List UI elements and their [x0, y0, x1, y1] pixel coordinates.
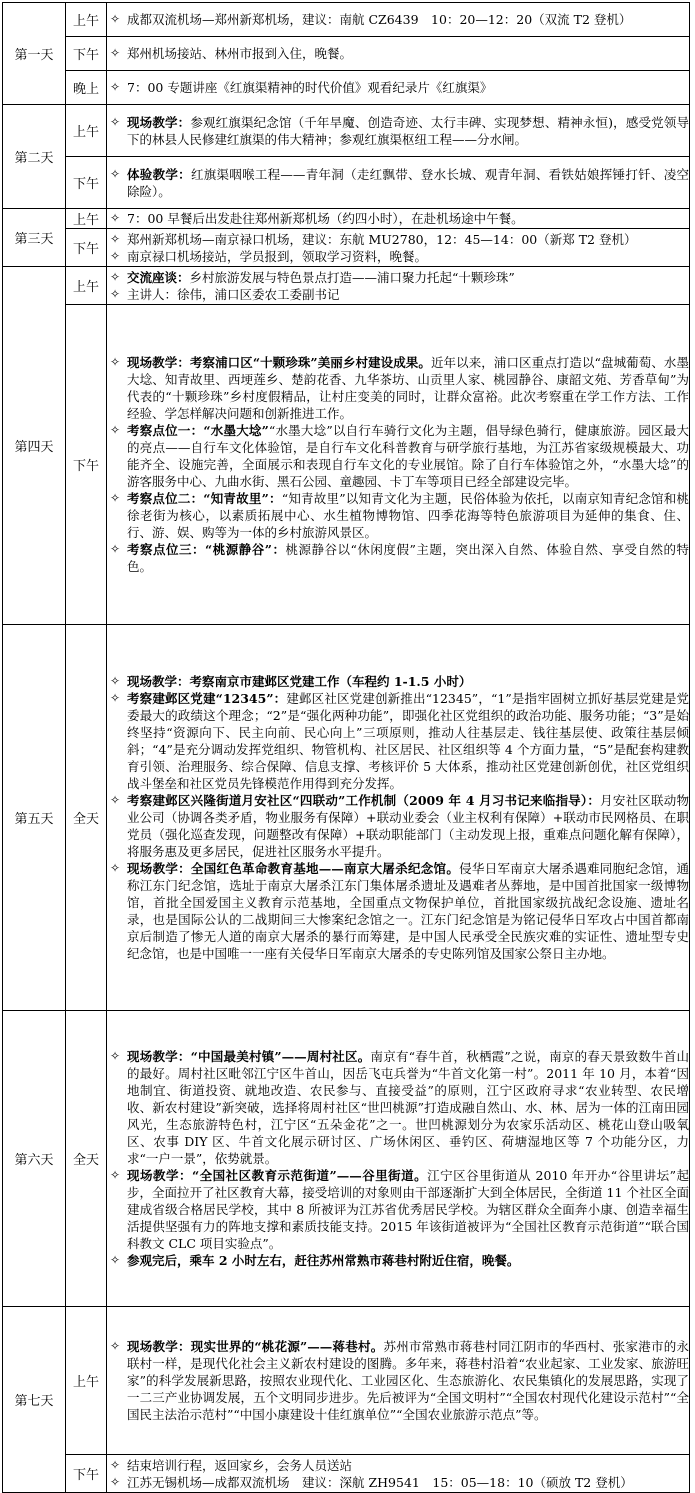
activity-text: 江宁区谷里街道从 2010 年开办“谷里讲坛”起步，全面拉开了社区教育大幕，接受培训的对象则由干部逐渐扩大到全体居民，全街道 11 个社区全面建成省级合格居民学校，其中 8 所被评为江苏省优秀居民学校。为辖区群众全面奔小康、创造幸福生活提供坚强有力的阵地支撑和素质技能支持。2015 年该街道被评为“全国社区教育示范街道”“联合国科教文 CLC 项目实验点”。 [127, 1168, 689, 1251]
diamond-bullet-icon: ✧ [109, 542, 121, 556]
day-row [3, 1455, 690, 1493]
diamond-bullet-icon: ✧ [109, 248, 121, 263]
activity-text: 郑州新郑机场—南京禄口机场，建议：东航 MU2780，12：45—14：00（新郑 T2 登机） [127, 231, 637, 247]
activity-text: 乡村旅游发展与特色景点打造——浦口聚力托起“十颗珍珠” [189, 269, 515, 285]
schedule-table [2, 2, 690, 1493]
activity-item [107, 286, 689, 303]
diamond-bullet-icon: ✧ [109, 1457, 121, 1472]
activity-text: 南京有“春牛首，秋栖霞”之说，南京的春天景致数牛首山的最好。周村社区毗邻江宁区牛首山，因岳飞屯兵誉为“牛首文化第一村”。2011 年 10 月，本着“因地制宜、街道投资、就地改造、农民参与、直接受益”的原则，江宁区政府寻求“农业转型、农民增收、新农村建设”新突破，选择将周村社区“世凹桃源”打造成融自然山、水、林、居为一体的江南田园风光，生态旅游特色村，江宁区“五朵金花”之一。世凹桃源划分为农家乐活动区、桃花山登山吸氧区、农事 DIY 区、牛首文化展示研讨区、广场休闲区、垂钓区、荷塘湿地区等 7 个功能分区，力求“一户一景”，依势就景。 [127, 1049, 689, 1166]
activity-item [107, 248, 689, 265]
period-label: 下午 [66, 305, 107, 625]
activity-cell [107, 625, 690, 1011]
activity-heading: 现场教学：“中国最美村镇”——周村社区。 [127, 1049, 371, 1064]
period-label: 上午 [66, 209, 107, 229]
activity-cell [107, 105, 690, 157]
period-label: 全天 [66, 1011, 107, 1307]
activity-cell [107, 1307, 690, 1455]
diamond-bullet-icon: ✧ [109, 1474, 121, 1489]
diamond-bullet-icon: ✧ [109, 691, 121, 705]
activity-heading: 现场教学：考察南京市建邺区党建工作（车程约 1-1.5 小时） [127, 674, 472, 689]
day-row [3, 1307, 690, 1455]
activity-cell [107, 1455, 690, 1493]
activity-heading: 考察建邺区兴隆街道月安社区“四联动”工作机制（2009 年 4 月习书记来临指导）： [127, 793, 601, 808]
diamond-bullet-icon: ✧ [109, 211, 121, 225]
day-row [3, 305, 690, 625]
day-label: 第五天 [3, 625, 66, 1011]
activity-item [107, 166, 689, 200]
period-label: 下午 [66, 37, 107, 71]
activity-text: 侵华日军南京大屠杀遇难同胞纪念馆，通称江东门纪念馆，选址于南京大屠杀江东门集体屠杀遗址及遇难者丛葬地，是中国首批国家一级博物馆，首批全国爱国主义教育示范基地，全国重点文物保护单位，首批国家级抗战纪念设施、遗址名录，也是国际公认的二战期间三大惨案纪念馆之一。江东门纪念馆是为铭记侵华日军攻占中国首都南京后制造了惨无人道的南京大屠杀的暴行而筹建，是中国人民承受全民族灾难的实证性、遗址型专史纪念馆，也是中国唯一一座有关侵华日军南京大屠杀的专史陈列馆及国家公祭日主办地。 [127, 861, 689, 961]
activity-cell [107, 209, 690, 229]
diamond-bullet-icon: ✧ [109, 1253, 121, 1267]
activity-item [107, 114, 689, 148]
activity-text: 结束培训行程，返回家乡，会务人员送站 [127, 1457, 353, 1473]
activity-heading: 考察点位一：“水墨大埝” [127, 423, 269, 438]
period-label: 下午 [66, 1455, 107, 1493]
activity-item [107, 792, 689, 860]
day-label: 第六天 [3, 1011, 66, 1307]
activity-item [107, 541, 689, 575]
activity-item [107, 1474, 689, 1491]
diamond-bullet-icon: ✧ [109, 269, 121, 284]
activity-text: 郑州机场接站、林州市报到入住，晚餐。 [127, 46, 353, 61]
activity-item [107, 354, 689, 422]
day-label: 第二天 [3, 105, 66, 209]
activity-text: 桃源静谷以“休闲度假”主题，突出深入自然、体验自然、享受自然的特色。 [127, 542, 689, 574]
diamond-bullet-icon: ✧ [109, 861, 121, 875]
activity-cell [107, 71, 690, 105]
day-row [3, 157, 690, 209]
day-row [3, 1011, 690, 1307]
period-label: 下午 [66, 229, 107, 267]
diamond-bullet-icon: ✧ [109, 46, 121, 60]
activity-text: 南京禄口机场接站，学员报到，领取学习资料，晚餐。 [127, 248, 428, 264]
period-label: 上午 [66, 3, 107, 37]
activity-item [107, 860, 689, 962]
activity-item [107, 269, 689, 286]
activity-heading: 考察点位二：“知青故里”： [127, 491, 282, 506]
activity-text: 近年以来，浦口区重点打造以“盘城葡萄、水墨大埝、知青故里、西埂莲乡、楚韵花香、九华茶坊、山贡里人家、桃园静谷、康韶文苑、芳香草甸”为代表的“十颗珍珠”乡村度假精品，让村庄变美的同时，让群众富裕。此次考察重在学工作方法、工作经验、学怎样解决问题和创新推进工作。 [127, 355, 689, 421]
day-row [3, 267, 690, 305]
diamond-bullet-icon: ✧ [109, 80, 121, 94]
activity-cell [107, 37, 690, 71]
activity-text: 成都双流机场—郑州新郑机场，建议：南航 CZ6439 10：20—12：20（双流 T2 登机） [127, 12, 632, 27]
period-label: 下午 [66, 157, 107, 209]
activity-cell [107, 267, 690, 305]
day-label: 第四天 [3, 267, 66, 625]
activity-cell [107, 1011, 690, 1307]
activity-cell [107, 229, 690, 267]
activity-text: 7：00 早餐后出发赴往郑州新郑机场（约四小时），在赴机场途中午餐。 [127, 211, 524, 226]
activity-text: 红旗渠咽喉工程——青年洞（走红飘带、登水长城、观青年洞、看铁姑娘挥锤打钎、凌空除险）。 [127, 166, 689, 199]
activity-item [107, 1167, 689, 1252]
diamond-bullet-icon: ✧ [109, 491, 121, 505]
period-label: 晚上 [66, 71, 107, 105]
day-row [3, 229, 690, 267]
diamond-bullet-icon: ✧ [109, 286, 121, 301]
activity-heading: 现场教学：“全国社区教育示范街道”——谷里街道。 [127, 1168, 428, 1183]
activity-text: 7：00 专题讲座《红旗渠精神的时代价值》观看纪录片《红旗渠》 [127, 80, 493, 95]
activity-item [107, 1457, 689, 1474]
diamond-bullet-icon: ✧ [109, 12, 121, 26]
period-label: 上午 [66, 105, 107, 157]
activity-item [107, 210, 689, 227]
activity-item [107, 673, 689, 690]
activity-heading: 交流座谈： [127, 269, 190, 285]
activity-text: 建邺区社区党建创新推出“12345”，“1”是指牢固树立抓好基层党建是党委最大的政绩这个理念；“2”是“强化两种功能”，即强化社区党组织的政治功能、服务功能；“3”是始终坚持“资源向下、民主向前、民心向上”三项原则，推动人往基层走、钱往基层使、政策往基层倾斜；“4”是充分调动发挥党组织、物管机构、社区居民、社区组织等 4 个方面力量，“5”是配套构建教育引领、治理服务、综合保障、信息支撑、考核评价 5 大体系，推动社区党建创新创优，社区党组织战斗堡垒和社区党员先锋模范作用得到充分发挥。 [127, 691, 690, 791]
activity-item [107, 11, 689, 28]
diamond-bullet-icon: ✧ [109, 355, 121, 369]
day-label: 第三天 [3, 209, 66, 267]
schedule-body [3, 3, 690, 1493]
diamond-bullet-icon: ✧ [109, 114, 121, 129]
day-row [3, 625, 690, 1011]
activity-text: “知青故里”以知青文化为主题，民俗体验为依托，以南京知青纪念馆和桃徐老街为核心，以素质拓展中心、水生植物博物馆、四季花海等特色旅游项目为延伸的集食、住、行、游、娱、购等为一体的乡村旅游风景区。 [127, 491, 689, 540]
activity-heading: 考察点位三：“桃源静谷”： [127, 542, 286, 557]
activity-heading: 体验教学： [127, 166, 191, 182]
activity-item [107, 490, 689, 541]
period-label: 全天 [66, 625, 107, 1011]
activity-heading: 参观完后，乘车 2 小时左右，赶往苏州常熟市蒋巷村附近住宿，晚餐。 [127, 1253, 520, 1268]
activity-item [107, 422, 689, 490]
activity-text: 苏州市常熟市蒋巷村同江阴市的华西村、张家港市的永联村一样，是现代化社会主义新农村建设的图腾。多年来，蒋巷村沿着“农业起家、工业发家、旅游旺家”的科学发展新思路，按照农业现代化、工业园区化、生态旅游化、农民集镇化的发展思路，实现了一二三产业协调发展，五个文明同步进步。先后被评为“全国文明村”“全国农村现代化建设示范村”“全国民主法治示范村”“中国小康建设十佳红旗单位”“全国农业旅游示范点”等。 [127, 1339, 689, 1422]
day-row [3, 209, 690, 229]
activity-text: “水墨大埝”以自行车骑行文化为主题，倡导绿色骑行，健康旅游。园区最大的亮点——自行车文化体验馆，是自行车文化科普教育与研学旅行基地，为江苏省家级规模最大、功能齐全、设施完善，全面展示和表现自行车文化的专业展馆。除了自行车体验馆之外，“水墨大埝”的游客服务中心、九曲水街、黑石公园、童趣园、卡丁车等项目已经全部建设完毕。 [127, 423, 689, 489]
activity-heading: 现场教学： [127, 114, 191, 130]
activity-cell [107, 157, 690, 209]
activity-text: 月安社区联动物业公司（协调各类矛盾，物业服务有保障）+联动业委会（业主权利有保障）+联动市民网格员、在职党员（强化巡查发现，问题整改有保障）+联动职能部门（主动发现上报，重难点问题化解有保障），将服务惠及更多居民，促进社区服务水平提升。 [127, 793, 689, 859]
diamond-bullet-icon: ✧ [109, 423, 121, 437]
activity-text: 江苏无锡机场—成都双流机场 建议：深航 ZH9541 15：05—18：10（硕放 T2 登机） [127, 1474, 633, 1490]
period-label: 上午 [66, 267, 107, 305]
activity-cell [107, 3, 690, 37]
activity-item [107, 1338, 689, 1423]
activity-cell [107, 305, 690, 625]
diamond-bullet-icon: ✧ [109, 793, 121, 807]
activity-heading: 现场教学：考察浦口区“十颗珍珠”美丽乡村建设成果。 [127, 355, 431, 370]
diamond-bullet-icon: ✧ [109, 674, 121, 688]
day-row [3, 105, 690, 157]
activity-item [107, 1048, 689, 1167]
day-row [3, 71, 690, 105]
activity-item [107, 45, 689, 62]
diamond-bullet-icon: ✧ [109, 166, 121, 181]
activity-item [107, 231, 689, 248]
activity-heading: 现场教学：全国红色革命教育基地——南京大屠杀纪念馆。 [127, 861, 460, 876]
diamond-bullet-icon: ✧ [109, 1168, 121, 1182]
diamond-bullet-icon: ✧ [109, 231, 121, 246]
activity-text: 主讲人：徐伟，浦口区委农工委副书记 [127, 286, 340, 302]
day-row [3, 37, 690, 71]
activity-heading: 现场教学：现实世界的“桃花源”——蒋巷村。 [127, 1339, 384, 1354]
day-row [3, 3, 690, 37]
period-label: 上午 [66, 1307, 107, 1455]
activity-item [107, 690, 689, 792]
diamond-bullet-icon: ✧ [109, 1339, 121, 1353]
day-label: 第一天 [3, 3, 66, 105]
day-label: 第七天 [3, 1307, 66, 1493]
activity-text: 参观红旗渠纪念馆（千年旱魔、创造奇迹、太行丰碑、实现梦想、精神永恒)，感受党领导下的林县人民修建红旗渠的伟大精神；参观红旗渠枢纽工程——分水闸。 [127, 114, 689, 147]
activity-item [107, 1252, 689, 1269]
activity-heading: 考察建邺区党建“12345”： [127, 691, 287, 706]
diamond-bullet-icon: ✧ [109, 1049, 121, 1063]
activity-item [107, 79, 689, 96]
